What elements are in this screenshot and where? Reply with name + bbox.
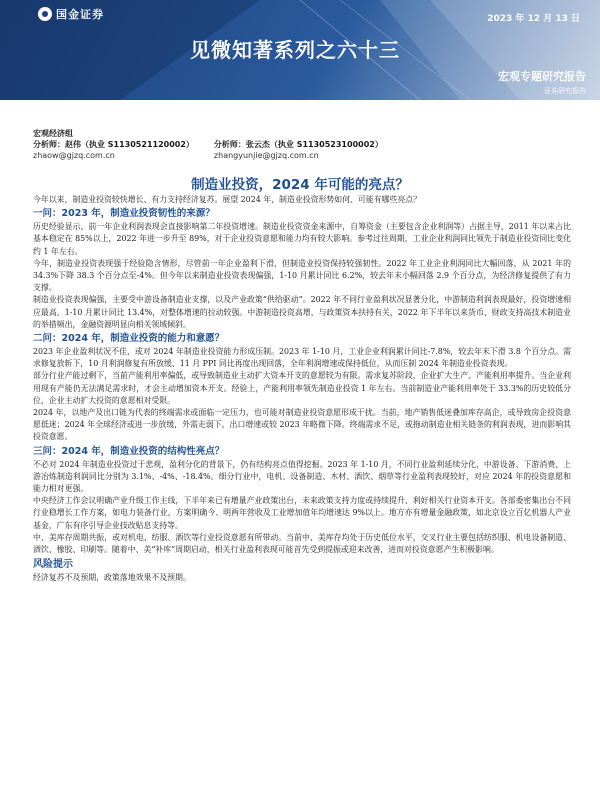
body-paragraph: 中、美库存周期共振，或对机电、纺服、酒饮等行业投资意愿有所带动。当前中、美库存均处于历史低位水平，交叉行业主要包括纺织服、机电设备制造、酒饮、橡胶、印刷等。随着中、美“补库”周期启动，相关行业盈利表现可能首先受到提振或迎来改善，进而对投资意愿产生积极影响。 — [33, 532, 571, 555]
analyst-name: 分析师：赵伟（执业 S1130521120002） — [33, 140, 194, 149]
analyst-list — [33, 139, 573, 161]
logo-text: 国金证券 — [56, 8, 104, 21]
analyst-entry — [214, 139, 383, 161]
body-paragraph: 今年，制造业投资表现强于经验隐含情形，尽管前一年企业盈利下滑，但制造业投资保持较强韧性。2022 年工业企业利润同比大幅回落，从 2021 年的 34.3%下降 38.3 个百分点至-4%。但今年以来制造业投资表现偏强，1-10 月累计同比 6.2%，较去年末小幅回落 2.9 个百分点，为经济修复提供了有力支撑。 — [33, 258, 571, 293]
report-title: 制造业投资，2024 年可能的亮点？ — [191, 177, 409, 193]
company-logo — [38, 6, 104, 22]
analyst-email: zhangyunjie@gjzq.com.cn — [213, 151, 319, 160]
analyst-name: 分析师：张云杰（执业 S1130523100002） — [213, 140, 383, 149]
research-group: 宏观经济组 — [33, 129, 73, 138]
report-subtype: 证券研究报告 — [544, 87, 586, 95]
risk-heading: 风险提示 — [33, 559, 73, 571]
body-paragraph: 历史经验显示，前一年企业利润表现会直接影响第二年投资增速。制造业投资资金来源中，自筹资金（主要包含企业利润等）占据主导，2011 年以来占比基本稳定在 85%以上，2022 年进一步升至 89%，对于企业投资意愿和能力均有较大影响。参考过往周期，工业企业利润同比领先于制造业投资同比变化约 1 年左右。 — [33, 222, 571, 256]
section-heading: 三问：2024 年，制造业投资的结构性亮点？ — [33, 445, 225, 457]
analyst-block — [33, 128, 573, 161]
body-paragraph: 不必对 2024 年制造业投资过于悲观，盈利分化的背景下，仍有结构亮点值得挖掘。2023 年 1-10 月，不同行业盈利延续分化，中游设备、下游消费、上游冶炼制造利润同比分别为 3.1%、-4%、-18.4%。细分行业中，电机、设备制造、木材、酒饮、烟草等行业盈利表现较好，对应 2024 年的投资意愿和能力相对更强。 — [33, 459, 571, 494]
body-paragraph: 部分行业产能过剩下，当前产能利用率偏低，或导致制造业主动扩大资本开支的意愿较为有限。需求复苏阶段，企业扩大生产、产能利用率提升。当企业利用现有产能仍无法满足需求时，才会主动增加资本开支。经验上，产能利用率领先制造业投资 1 年左右。当前制造业产能利用率处于 33.3%的历史较低分位，企业主动扩大投资的意愿相对受限。 — [33, 371, 571, 405]
header-banner — [0, 0, 600, 100]
logo-icon — [38, 7, 52, 21]
body-paragraph: 2024 年，以地产及出口链为代表的终端需求或面临一定压力，也可能对制造业投资意愿形成干扰。当前，地产销售低迷叠加库存高企，或导致房企投资意愿低迷；2024 年全球经济或进一步放缓，外需走弱下，出口增速或较 2023 年略微下降。终端需求不足，或拖动制造业相关链条的利润表现，进而影响其投资意愿。 — [33, 408, 571, 442]
body-paragraph: 2023 年企业盈利状况不佳，或对 2024 年制造业投资能力形成压制。2023 年 1-10 月，工业企业利润累计同比-7.8%，较去年末下滑 3.8 个百分点。需求修复放斩下，10 月利润修复有所放缓、11 月 PPI 同比再度出现回落，全年利润增速或保持低位，从而压制 2024 年制造业投资表现。 — [33, 347, 571, 369]
report-date: 2023 年 12 月 13 日 — [487, 14, 580, 24]
body-paragraph: 制造业投资表现偏强，主要受中游设备制造业支撑，以及产业政策“供给驱动”。2022 年不同行业盈利状况显著分化，中游制造利润表现最好，投资增速相应最高，1-10 月累计同比 13.4%，对整体增速的拉动较强。中游制造投资高增，与政策资本扶持有关，2022 年下半年以来货币、财政支持高技术制造业的举措频出，金融资源明显向相关领域倾斜。 — [33, 295, 571, 329]
body-paragraph: 中央经济工作会议明确产业升级工作主线，下半年来已有增量产业政策出台，未来政策支持力度或持续提升、利好相关行业资本开支。各部委密集出台不同行业稳增长工作方案，如电力装备行业，方案明确今、明两年营收及工业增加值年均增速达 9%以上。地方亦有增量金融政策，如北京设立百亿机器人产业基金，广东有序引导企业技改贴息支持等。 — [33, 496, 571, 530]
risk-text: 经济复苏不及预期，政策落地效果不及预期。 — [33, 573, 191, 583]
series-title: 见微知著系列之六十三 — [190, 38, 400, 62]
section-heading: 一问：2023 年，制造业投资韧性的来源？ — [33, 208, 215, 220]
report-body — [33, 194, 571, 584]
analyst-email: zhaow@gjzq.com.cn — [33, 151, 115, 160]
report-type: 宏观专题研究报告 — [498, 70, 586, 83]
section-heading: 二问：2024 年，制造业投资的能力和意愿？ — [33, 333, 225, 345]
analyst-entry — [33, 139, 194, 161]
intro-paragraph: 今年以来，制造业投资较快增长、有力支持经济复苏。展望 2024 年，制造业投资形势如何、可能有哪些亮点？ — [33, 195, 422, 204]
